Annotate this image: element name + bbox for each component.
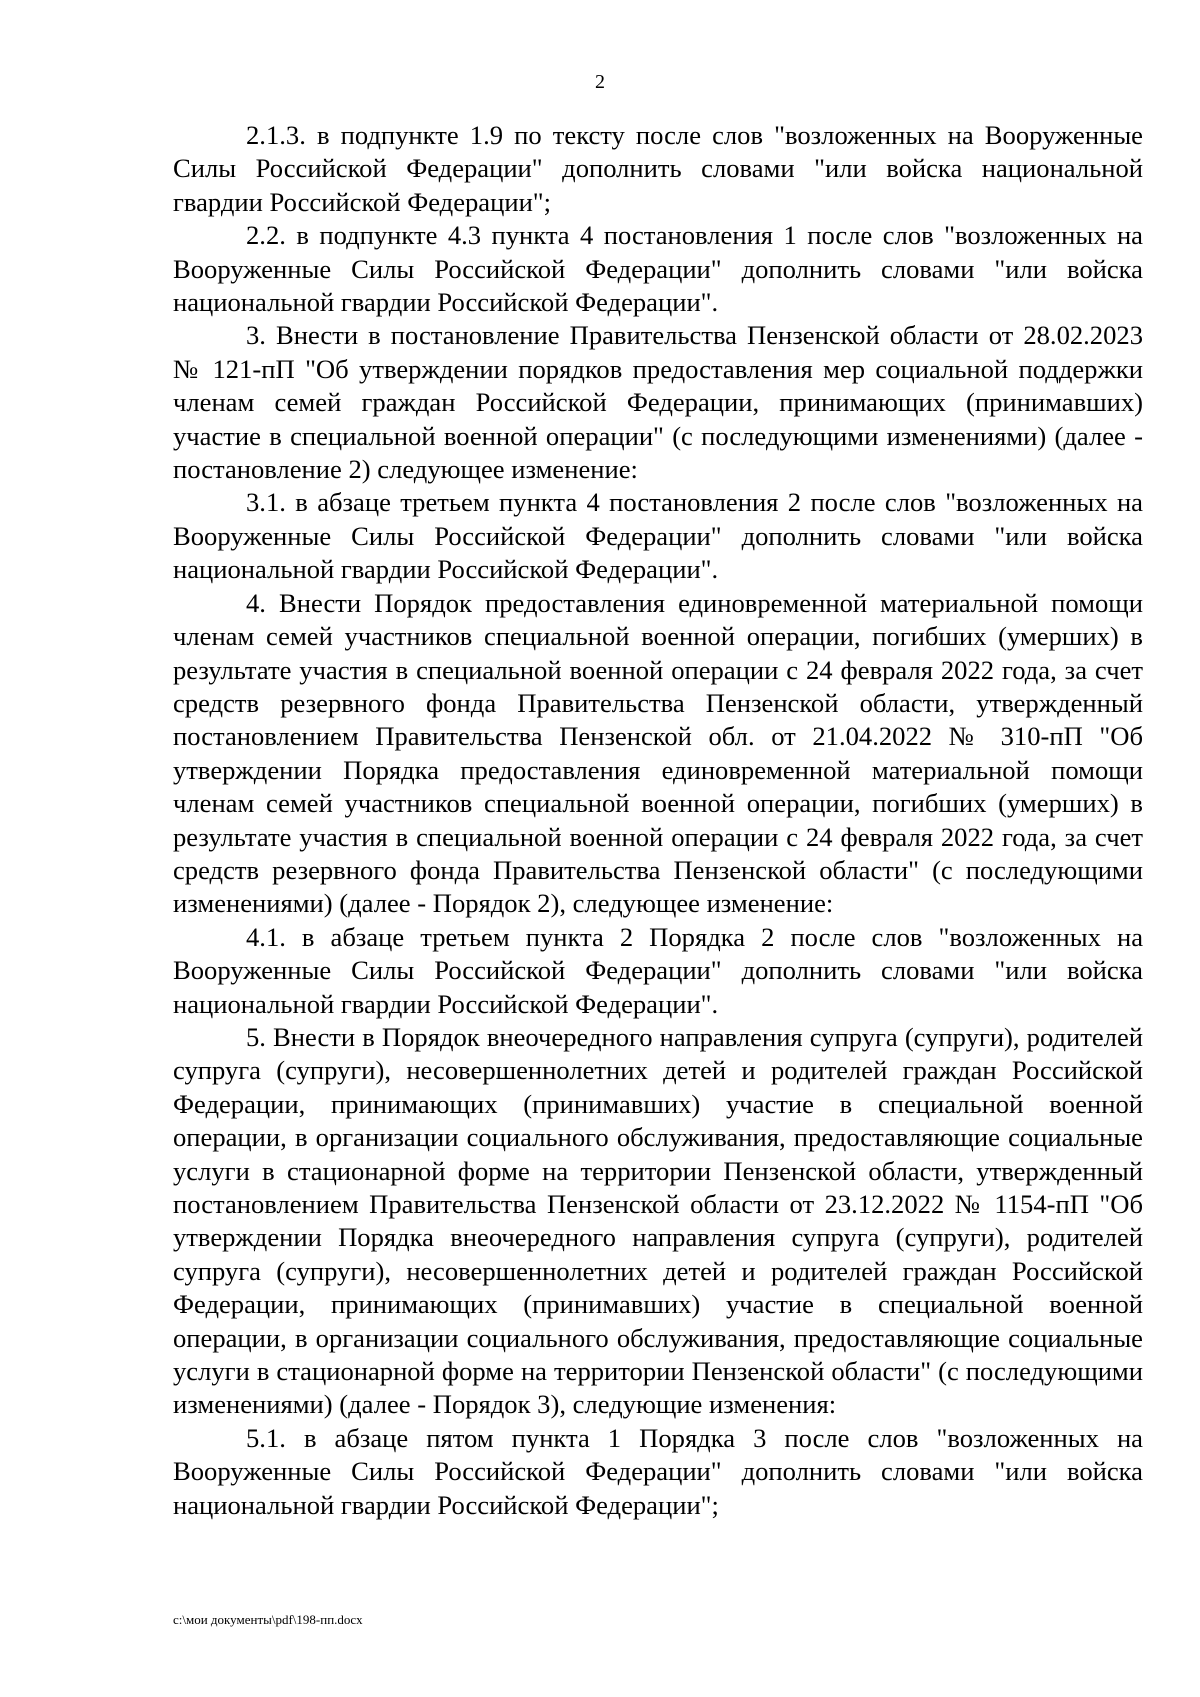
paragraph-5-1: 5.1. в абзаце пятом пункта 1 Порядка 3 после слов "возложенных на Вооруженные Силы Российской Федерации" дополнить словами "или войска национальной гвардии Российской Федерации"; xyxy=(173,1422,1143,1520)
paragraph-5: 5. Внести в Порядок внеочередного направления супруга (супруги), родителей супруга (супруги), несовершеннолетних детей и родителей граждан Российской Федерации, принимающих (принимавших) участие в специальной военной операции, в организации социального обслуживания, предоставляющие социальные услуги в стационарной форме на территории Пензенской области, утвержденный постановлением Правительства Пензенской области от 23.12.2022 № 1154-пП "Об утверждении Порядка внеочередного направления супруга (супруги), родителей супруга (супруги), несовершеннолетних детей и родителей граждан Российской Федерации, принимающих (принимавших) участие в специальной военной операции, в организации социального обслуживания, предоставляющие социальные услуги в стационарной форме на территории Пензенской области" (с последующими изменениями) (далее - Порядок 3), следующие изменения: xyxy=(173,1021,1143,1420)
paragraph-2-2: 2.2. в подпункте 4.3 пункта 4 постановления 1 после слов "возложенных на Вооруженные Силы Российской Федерации" дополнить словами "или войска национальной гвардии Российской Федерации". xyxy=(173,220,1143,318)
document-body xyxy=(173,119,1143,1522)
paragraph-3: 3. Внести в постановление Правительства Пензенской области от 28.02.2023 № 121-пП "Об утверждении порядков предоставления мер социальной поддержки членам семей граждан Российской Федерации, принимающих (принимавших) участие в специальной военной операции" (с последующими изменениями) (далее - постановление 2) следующее изменение: xyxy=(173,320,1143,485)
paragraph-4-1: 4.1. в абзаце третьем пункта 2 Порядка 2 после слов "возложенных на Вооруженные Силы Российской Федерации" дополнить словами "или войска национальной гвардии Российской Федерации". xyxy=(173,921,1143,1019)
paragraph-2-1-3: 2.1.3. в подпункте 1.9 по тексту после слов "возложенных на Вооруженные Силы Российской Федерации" дополнить словами "или войска национальной гвардии Российской Федерации"; xyxy=(173,120,1143,217)
page-number: 2 xyxy=(595,71,605,93)
paragraph-4: 4. Внести Порядок предоставления единовременной материальной помощи членам семей участников специальной военной операции, погибших (умерших) в результате участия в специальной военной операции с 24 февраля 2022 года, за счет средств резервного фонда Правительства Пензенской области, утвержденный постановлением Правительства Пензенской обл. от 21.04.2022 № 310-пП "Об утверждении Порядка предоставления единовременной материальной помощи членам семей участников специальной военной операции, погибших (умерших) в результате участия в специальной военной операции с 24 февраля 2022 года, за счет средств резервного фонда Правительства Пензенской области" (с последующими изменениями) (далее - Порядок 2), следующее изменение: xyxy=(173,587,1143,919)
paragraph-3-1: 3.1. в абзаце третьем пункта 4 постановления 2 после слов "возложенных на Вооруженные Силы Российской Федерации" дополнить словами "или войска национальной гвардии Российской Федерации". xyxy=(173,487,1143,585)
footer-file-path: c:\мои документы\pdf\198-пп.docx xyxy=(173,1612,363,1627)
